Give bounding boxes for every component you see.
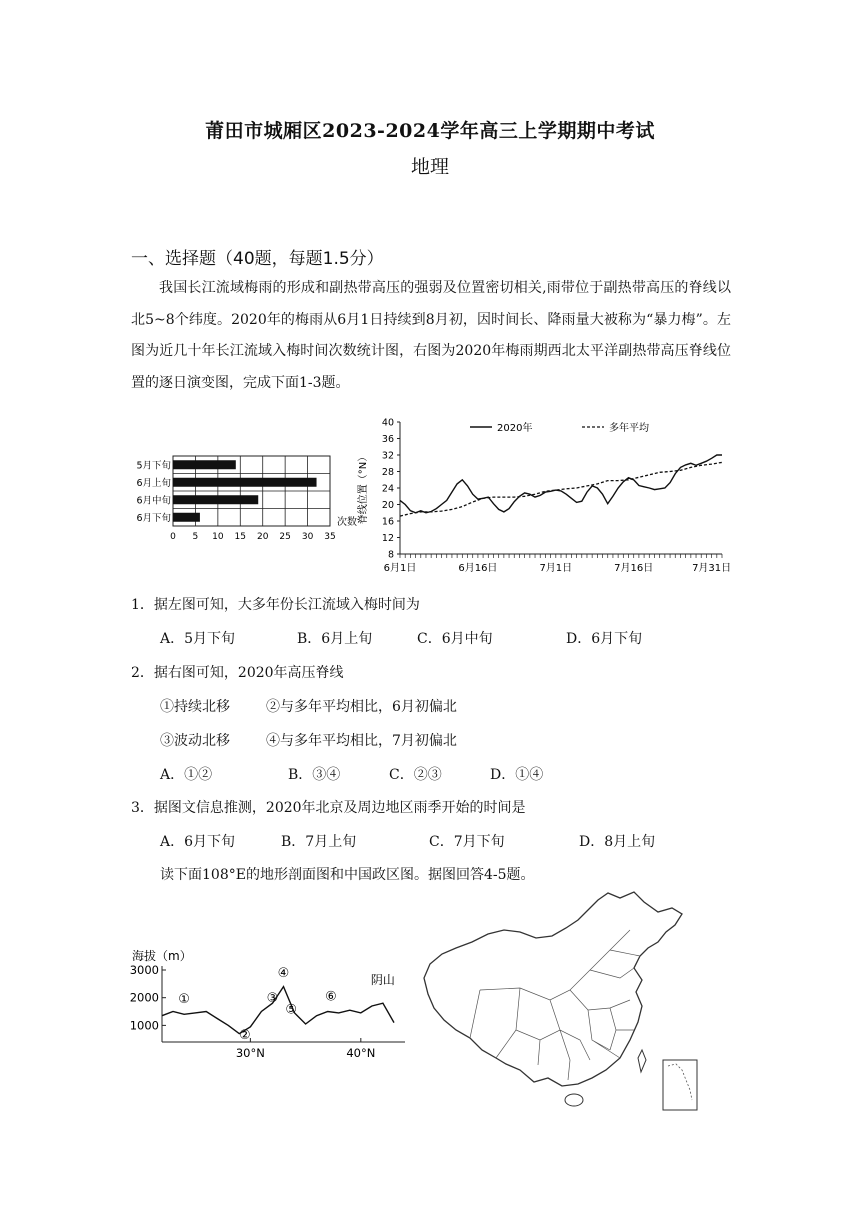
bar-x-tick-label: 30 — [301, 532, 314, 542]
profile-axes — [130, 948, 405, 1060]
line-y-tick-label: 40 — [381, 417, 394, 429]
ridge-position-line-chart — [350, 414, 730, 580]
bar-category-label: 5月下旬 — [136, 460, 171, 472]
legend-label-average: 多年平均 — [609, 423, 649, 434]
line-x-tick-label: 7月16日 — [614, 563, 654, 574]
bar-x-tick-label: 25 — [279, 532, 291, 542]
series-average-line — [400, 462, 722, 516]
profile-annotation: ① — [178, 992, 190, 1008]
line-y-tick-label: 32 — [381, 450, 394, 462]
q3-option-b[interactable]: B．7月上旬 — [281, 834, 357, 850]
q2-statement-4: ④与多年平均相比，7月初偏北 — [266, 733, 457, 749]
bar-chart-grid — [136, 456, 335, 542]
profile-x-tick-label: 40°N — [346, 1046, 376, 1060]
line-y-tick-label: 28 — [381, 467, 394, 478]
line-x-tick-label: 6月16日 — [458, 563, 498, 574]
bar-category-label: 6月上旬 — [136, 477, 171, 489]
q2-statement-2: ②与多年平均相比，6月初偏北 — [266, 699, 457, 715]
hainan-island — [565, 1094, 583, 1106]
q3-option-c[interactable]: C．7月下旬 — [429, 834, 505, 850]
bar — [173, 495, 258, 504]
q1-option-d[interactable]: D．6月下旬 — [566, 631, 643, 647]
exam-subject: 地理 — [410, 156, 449, 178]
intro-paragraph: 我国长江流域梅雨的形成和副热带高压的强弱及位置密切相关,雨带位于副热带高压的脊线以北5~8个纬度。2020年的梅雨从6月1日持续到8月初，因时间长、降雨量大被称为“暴力梅”。左图为近几十年长江流域入梅时间次数统计图，右图为2020年梅雨期西北太平洋副热带高压脊线位置的逐日演变图，完成下面1-3题。 — [131, 280, 731, 391]
line-y-tick-label: 24 — [381, 483, 394, 495]
china-outline — [424, 892, 682, 1086]
profile-y-tick-label: 1000 — [129, 1018, 159, 1033]
bar-chart-xlabel: 次数 — [337, 517, 357, 528]
q3-option-a[interactable]: A．6月下旬 — [160, 834, 236, 850]
profile-annotation: ③ — [266, 990, 279, 1006]
q2-option-d[interactable]: D．①④ — [490, 767, 544, 783]
terrain-profile-chart — [125, 940, 415, 1060]
q2-statement-3: ③波动北移 — [160, 733, 230, 749]
question-1-stem: 1．据左图可知，大多年份长江流域入梅时间为 — [131, 597, 420, 613]
line-y-tick-label: 8 — [387, 549, 394, 561]
series-2020-line — [400, 455, 722, 513]
bar-category-label: 6月下旬 — [136, 512, 171, 524]
line-y-tick-label: 36 — [381, 434, 394, 445]
profile-annotation: ② — [239, 1028, 251, 1044]
profile-x-tick-label: 30°N — [235, 1046, 265, 1060]
plum-rain-onset-bar-chart — [125, 445, 357, 542]
q3-option-d[interactable]: D．8月上旬 — [579, 834, 656, 850]
q2-option-c[interactable]: C．②③ — [389, 767, 442, 783]
bar-x-tick-label: 35 — [324, 532, 336, 542]
line-x-tick-label: 7月1日 — [539, 563, 573, 574]
legend-label-2020: 2020年 — [497, 423, 533, 434]
exam-title: 莆田市城厢区2023-2024学年高三上学期期中考试 — [205, 120, 655, 142]
q2-option-b[interactable]: B．③④ — [288, 767, 341, 783]
line-y-axis-label: 脊线位置（°N） — [358, 451, 369, 525]
bar — [173, 478, 317, 487]
caption-4-5: 读下面108°E的地形剖面图和中国政区图。据图回答4-5题。 — [160, 867, 535, 883]
line-y-tick-label: 12 — [381, 533, 394, 544]
bar-category-label: 6月中旬 — [136, 495, 171, 507]
bar-x-tick-label: 15 — [234, 532, 247, 542]
bar-x-tick-label: 20 — [256, 532, 269, 542]
bar-x-tick-label: 5 — [192, 532, 199, 542]
profile-annotation: ⑥ — [325, 989, 337, 1005]
profile-annotation: 阴山 — [370, 972, 395, 987]
line-y-tick-label: 16 — [381, 516, 394, 528]
profile-y-tick-label: 2000 — [129, 990, 159, 1005]
profile-annotation: ⑤ — [285, 1002, 298, 1018]
bar-x-tick-label: 10 — [212, 532, 224, 542]
line-x-tick-label: 7月31日 — [692, 563, 732, 574]
question-2-stem: 2．据右图可知，2020年高压脊线 — [131, 665, 344, 681]
question-3-stem: 3．据图文信息推测，2020年北京及周边地区雨季开始的时间是 — [131, 800, 526, 816]
q1-option-b[interactable]: B．6月上旬 — [297, 631, 373, 647]
bar — [173, 513, 200, 522]
taiwan-island — [638, 1050, 646, 1072]
profile-y-label: 海拔（m） — [132, 949, 192, 963]
profile-annotation: ④ — [277, 965, 290, 981]
section-heading: 一、选择题（40题，每题1.5分） — [131, 249, 384, 269]
bar-x-tick-label: 0 — [170, 532, 176, 542]
q2-option-a[interactable]: A．①② — [160, 767, 213, 783]
profile-y-tick-label: 3000 — [129, 963, 159, 977]
line-y-tick-label: 20 — [381, 500, 394, 511]
bar — [173, 460, 236, 469]
line-chart-axes — [356, 418, 731, 575]
q2-statement-1: ①持续北移 — [160, 699, 230, 715]
q1-option-a[interactable]: A．5月下旬 — [160, 631, 236, 647]
china-political-map — [420, 890, 720, 1115]
q1-option-c[interactable]: C．6月中旬 — [417, 631, 493, 647]
line-x-tick-label: 6月1日 — [383, 563, 417, 574]
